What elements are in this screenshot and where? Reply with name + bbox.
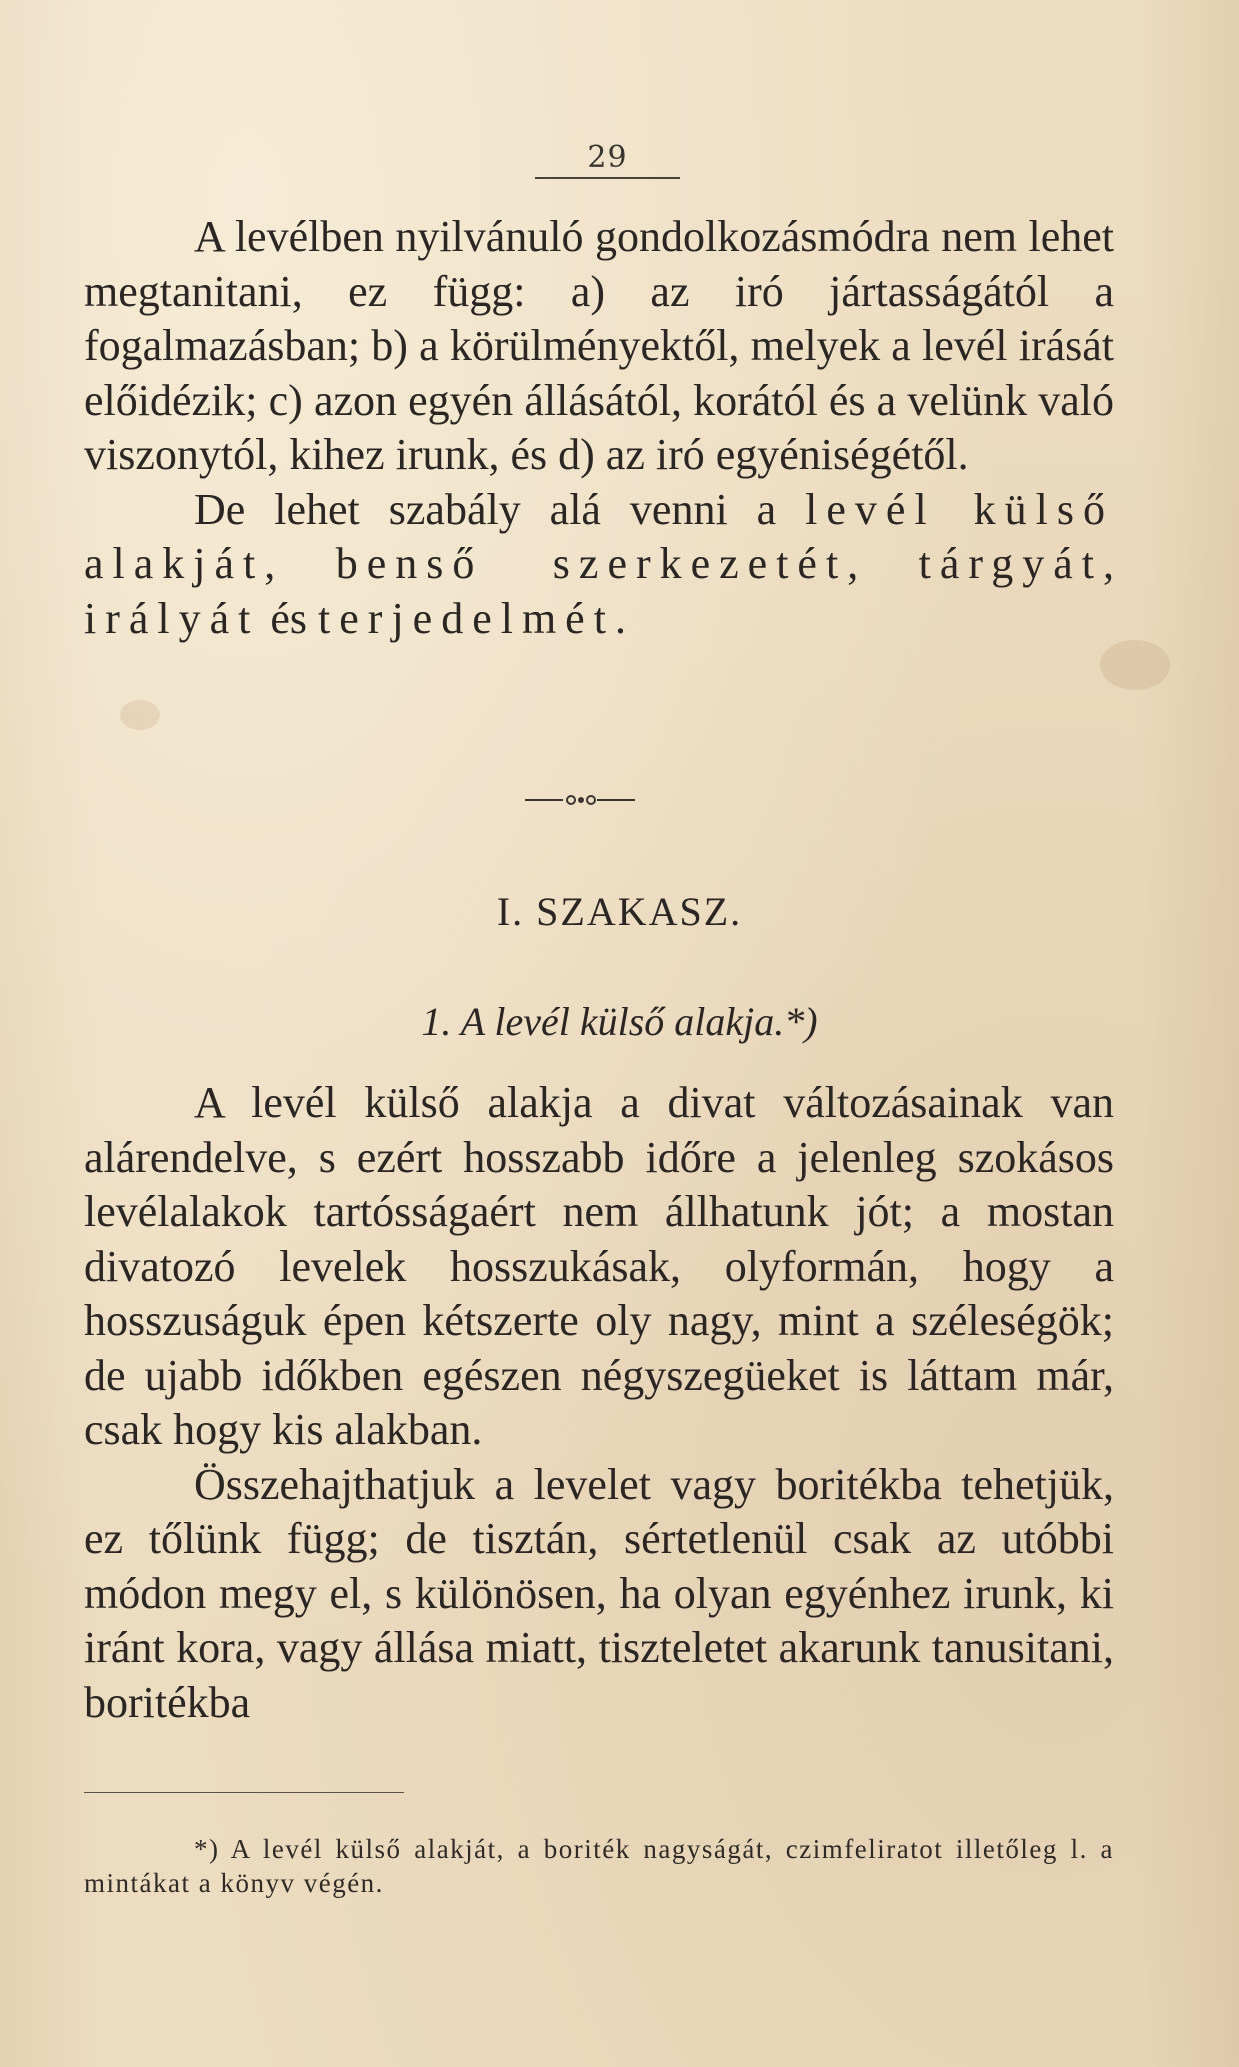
term-outer-form: levél külső alakját bbox=[84, 484, 1114, 588]
page-stain bbox=[1100, 640, 1170, 690]
header-rule bbox=[535, 177, 680, 179]
separator: , bbox=[1103, 539, 1115, 588]
separator: , bbox=[264, 539, 336, 588]
term-style: irályát bbox=[84, 593, 260, 643]
section-divider-ornament bbox=[525, 790, 635, 810]
rules-paragraph bbox=[84, 483, 1114, 647]
page-stain bbox=[120, 700, 160, 730]
page-number: 29 bbox=[587, 140, 628, 175]
separator: , bbox=[847, 539, 919, 588]
intro-text bbox=[84, 210, 1114, 646]
page-header bbox=[535, 140, 680, 179]
rules-end: . bbox=[614, 593, 626, 643]
main-text bbox=[84, 1076, 1114, 1730]
separator: és bbox=[259, 593, 319, 643]
intro-paragraph: A levélben nyilvánuló gondolkozásmódra nem lehet megtanitani, ez függ: a) az iró jártasságától a fogalmazásban; b) a körülményektől, melyek a levél irását előidézik; c) azon egyén állásától, korától és a velünk való viszonytól, kihez irunk, és d) az iró egyéniségétől. bbox=[84, 212, 1114, 479]
footnote-rule bbox=[84, 1792, 404, 1793]
body-paragraph: Összehajthatjuk a levelet vagy boritékba tehetjük, ez tőlünk függ; de tisztán, sértetlenül csak az utóbbi módon megy el, s különösen, ha olyan egyénhez irunk, ki iránt kora, vagy állása miatt, tiszteletet akarunk tanusitani, boritékba bbox=[84, 1459, 1114, 1727]
footnote: *) A levél külső alakját, a boriték nagyságát, czimfeliratot illetőleg l. a mintákat a könyv végén. bbox=[84, 1834, 1114, 1898]
rules-lead: De lehet szabály alá venni a bbox=[194, 484, 806, 534]
term-subject: tárgyát bbox=[918, 539, 1104, 588]
section-subheading: 1. A levél külső alakja.*) bbox=[421, 999, 818, 1044]
section-heading: I. SZAKASZ. bbox=[496, 889, 743, 934]
term-length: terjedelmét bbox=[318, 593, 615, 643]
term-inner-structure: benső szerkezetét bbox=[335, 539, 848, 588]
body-paragraph: A levél külső alakja a divat változásainak van alárendelve, s ezért hosszabb időre a jelenleg szokásos levélalakok tartósságaért nem állhatunk jót; a mostan divatozó levelek hosszukásak, olyformán, hogy a hosszuságuk épen kétszerte oly nagy, mint a széleségök; de ujabb időkben egészen négyszegüeket is láttam már, csak hogy kis alakban. bbox=[84, 1078, 1114, 1454]
